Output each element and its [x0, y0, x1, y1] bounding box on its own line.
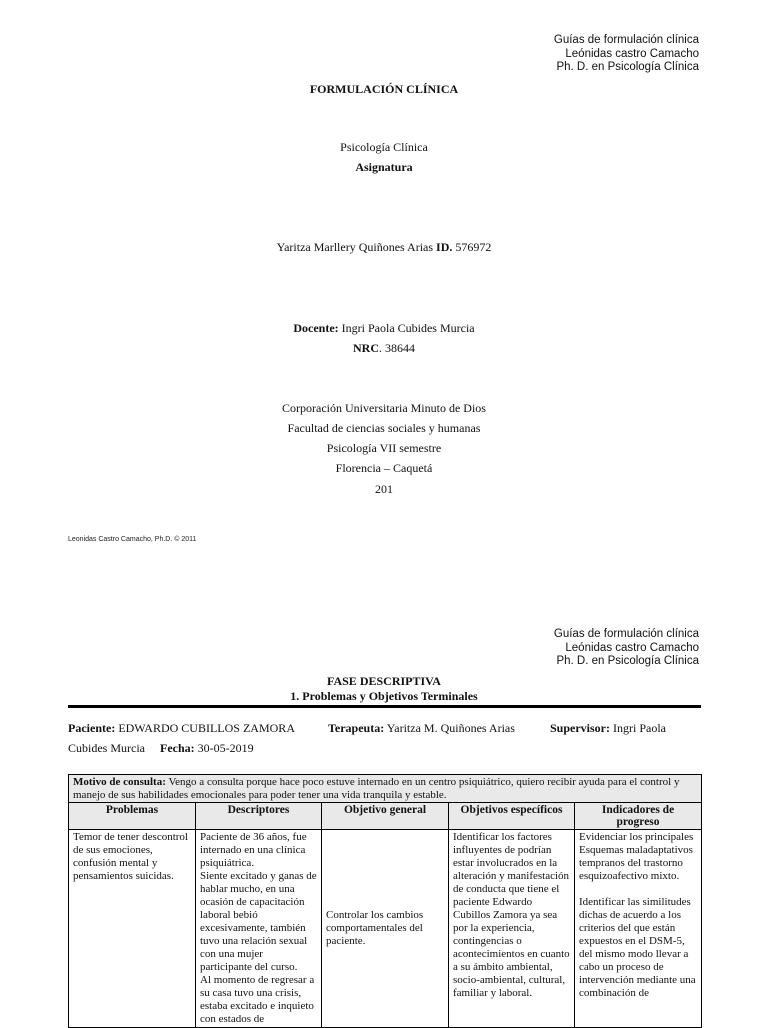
- supervisor-field: [550, 721, 666, 735]
- semester-line: Psicología VII semestre: [326, 441, 442, 455]
- phase-title: FASE DESCRIPTIVA: [327, 674, 441, 688]
- subject-name: Psicología Clínica: [340, 140, 428, 154]
- copyright-note: Leonidas Castro Camacho, Ph.D. © 2011: [68, 536, 197, 543]
- section-title: 1. Problemas y Objetivos Terminales: [290, 689, 478, 703]
- header-line-author: Leónidas castro Camacho: [565, 641, 699, 654]
- header-row: [69, 803, 702, 830]
- nrc-label: NRC: [353, 341, 379, 355]
- teacher-label: Docente:: [293, 321, 339, 335]
- cell-indicadores: Evidenciar los principales Esquemas maladaptativos tempranos del trastorno esquizoafectivo mixto. Identificar las similitudes dichas de acuerdo a los criterios del que están expuestos en el DSM-5, del mismo modo llevar a cabo un proceso de intervención mediante una combinación de: [575, 830, 702, 1028]
- patient-label: Paciente:: [68, 721, 116, 735]
- institution-name: Corporación Universitaria Minuto de Dios: [282, 401, 486, 415]
- header-line-degree: Ph. D. en Psicología Clínica: [556, 655, 699, 667]
- city-line: Florencia – Caquetá: [335, 461, 433, 475]
- page1-running-header: [554, 34, 699, 75]
- motivo-row: [69, 775, 702, 803]
- patient-field: [68, 721, 295, 735]
- date-label: Fecha:: [160, 741, 195, 755]
- motivo-text: Vengo a consulta porque hace poco estuve internado en un centro psiquiátrico, quiero recibir ayuda para el control y manejo de sus habilidades emocionales para poder tener una vida tranquila y estable.: [73, 776, 680, 801]
- problems-table: [68, 774, 702, 1028]
- patient-name: EDWARDO CUBILLOS ZAMORA: [118, 721, 295, 735]
- table-row: [69, 830, 702, 1028]
- supervisor-name: Ingri Paola: [613, 721, 666, 735]
- motivo-label: Motivo de consulta:: [73, 776, 166, 788]
- col-header-problemas: Problemas: [69, 803, 196, 830]
- year-line: 201: [375, 482, 393, 496]
- col-header-objetivo-general: Objetivo general: [322, 803, 449, 830]
- student-name: Yaritza Marllery Quiñones Arias: [276, 240, 434, 254]
- subject-label: Asignatura: [355, 160, 413, 174]
- col-header-indicadores: Indicadores de progreso: [575, 803, 702, 830]
- col-header-descriptores: Descriptores: [196, 803, 322, 830]
- therapist-name: Yaritza M. Quiñones Arias: [386, 721, 515, 735]
- cell-objetivo-general: Controlar los cambios comportamentales del paciente.: [322, 830, 449, 1028]
- teacher-name: Ingri Paola Cubides Murcia: [341, 321, 475, 335]
- header-line-guide: Guías de formulación clínica: [553, 34, 699, 46]
- id-value: 576972: [455, 240, 492, 254]
- supervisor-name-cont: Cubides Murcia: [68, 741, 145, 755]
- date-value: 30-05-2019: [197, 741, 254, 755]
- student-line: [0, 237, 768, 257]
- teacher-line: [0, 318, 768, 338]
- therapist-field: [328, 721, 515, 735]
- motivo-cell: [69, 775, 702, 803]
- cell-descriptores: Paciente de 36 años, fue internado en una clínica psiquiátrica. Siente excitado y ganas de hablar mucho, en una ocasión de capacitación laboral bebió excesivamente, también tuvo una relación sexual con una mujer participante del curso. Al momento de regresar a su casa tuvo una crisis, estaba excitado e inquieto con estados de: [196, 830, 322, 1028]
- header-line-guide: Guías de formulación clínica: [553, 628, 699, 640]
- col-header-objetivos-especificos: Objetivos específicos: [449, 803, 575, 830]
- cell-problemas: Temor de tener descontrol de sus emociones, confusión mental y pensamientos suicidas.: [69, 830, 196, 1028]
- supervisor-label: Supervisor:: [550, 721, 610, 735]
- cell-objetivos-especificos: Identificar los factores influyentes de podrían estar involucrados en la alteración y manifestación de conducta que tiene el paciente Edwardo Cubillos Zamora ya sea por la experiencia, contingencias o acontecimientos en cuanto a su ámbito ambiental, socio-ambiental, cultural, familiar y laboral.: [449, 830, 575, 1028]
- id-label: ID.: [436, 240, 453, 254]
- document-title: FORMULACIÓN CLÍNICA: [309, 82, 459, 96]
- therapist-label: Terapeuta:: [328, 721, 385, 735]
- nrc-value: . 38644: [379, 341, 415, 355]
- header-line-degree: Ph. D. en Psicología Clínica: [556, 61, 699, 73]
- header-line-author: Leónidas castro Camacho: [565, 47, 699, 60]
- section-divider: [68, 705, 701, 708]
- faculty-name: Facultad de ciencias sociales y humanas: [287, 421, 481, 435]
- page2-running-header: [554, 628, 699, 669]
- nrc-line: [0, 338, 768, 358]
- supervisor-continuation-date: [68, 741, 254, 755]
